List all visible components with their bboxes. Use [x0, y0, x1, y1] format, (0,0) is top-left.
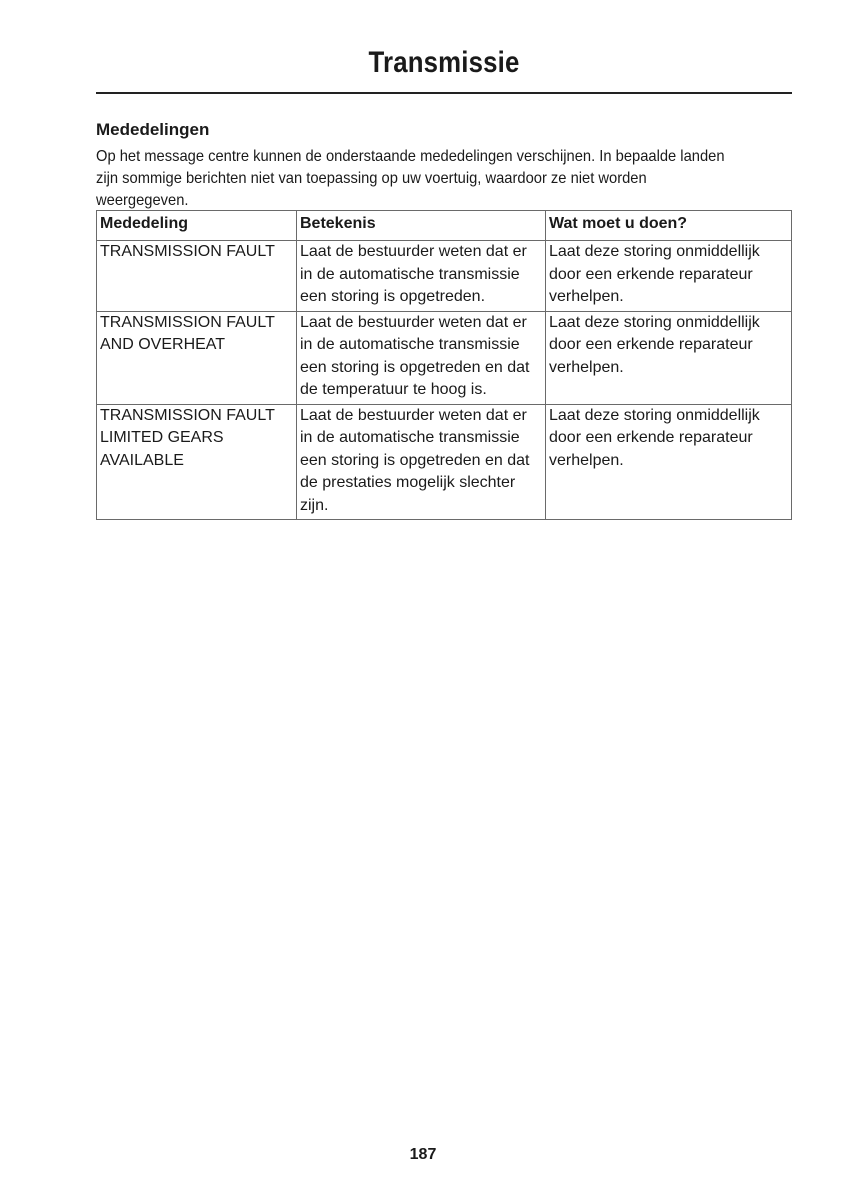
- action-text: Laat deze storing onmiddellijk door een erkende reparateur verhelpen.: [549, 406, 760, 469]
- action-cell: [546, 404, 792, 520]
- table-row: [97, 241, 792, 312]
- header-message: Mededeling: [97, 211, 297, 241]
- action-text: Laat deze storing onmiddellijk door een erkende reparateur verhelpen.: [549, 313, 760, 376]
- message-text: TRANSMISSION FAULT: [100, 243, 275, 260]
- meaning-text: Laat de bestuurder weten dat er in de automatische transmissie een storing is opgetreden.: [300, 243, 527, 305]
- meaning-cell: [297, 241, 546, 312]
- action-cell: [546, 311, 792, 404]
- action-cell: [546, 241, 792, 312]
- action-text: Laat deze storing onmiddellijk door een erkende reparateur verhelpen.: [549, 243, 760, 305]
- table-header-row: [97, 211, 792, 241]
- table-row: [97, 311, 792, 404]
- meaning-cell: [297, 404, 546, 520]
- table-row: [97, 404, 792, 520]
- message-cell: [97, 311, 297, 404]
- page-number: 187: [409, 1146, 437, 1163]
- message-text: TRANSMISSION FAULT LIMITED GEARS AVAILABLE: [100, 406, 275, 469]
- page-title: Transmissie: [368, 46, 520, 79]
- section-heading: Mededelingen: [96, 120, 210, 139]
- message-cell: [97, 241, 297, 312]
- message-cell: [97, 404, 297, 520]
- meaning-text: Laat de bestuurder weten dat er in de automatische transmissie een storing is opgetreden en dat de prestaties mogelijk slechter zijn.: [300, 406, 530, 514]
- title-divider: [96, 92, 792, 94]
- meaning-cell: [297, 311, 546, 404]
- intro-paragraph: Op het message centre kunnen de onderstaande mededelingen verschijnen. In bepaalde landen zijn sommige berichten niet van toepassing op uw voertuig, waardoor ze niet worden weergegeven.: [96, 148, 725, 209]
- messages-table: [96, 210, 792, 520]
- header-meaning: Betekenis: [297, 211, 546, 241]
- header-action: Wat moet u doen?: [546, 211, 792, 241]
- meaning-text: Laat de bestuurder weten dat er in de automatische transmissie een storing is opgetreden en dat de temperatuur te hoog is.: [300, 313, 530, 398]
- message-text: TRANSMISSION FAULT AND OVERHEAT: [100, 313, 275, 353]
